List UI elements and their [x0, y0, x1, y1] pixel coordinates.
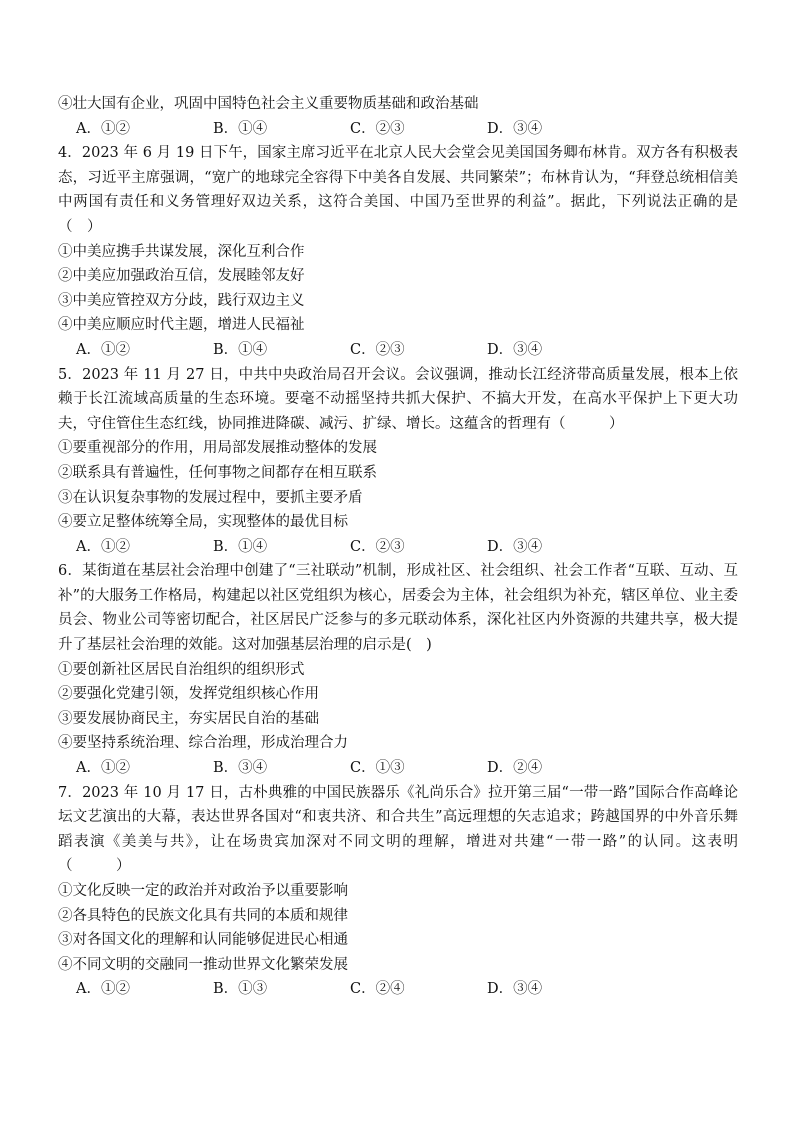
q4-item-2: ②中美应加强政治互信，发展睦邻友好 [58, 268, 305, 285]
q4-option-c[interactable]: C．②③ [350, 341, 405, 358]
q4-item-4: ④中美应顺应时代主题，增进人民福祉 [58, 317, 305, 334]
q4-item-3: ③中美应管控双方分歧，践行双边主义 [58, 292, 305, 309]
q4-option-b[interactable]: B．①④ [213, 341, 268, 358]
q6-option-b[interactable]: B．③④ [213, 760, 268, 777]
q3-options [58, 117, 738, 142]
q5-option-a[interactable]: A．①② [76, 538, 130, 555]
q5-item-3: ③在认识复杂事物的发展过程中，要抓主要矛盾 [58, 489, 363, 506]
q4-option-d[interactable]: D．③④ [487, 341, 543, 358]
q5-option-b[interactable]: B．①④ [213, 538, 268, 555]
q5-item-4: ④要立足整体统筹全局，实现整体的最优目标 [58, 514, 348, 531]
q7-option-b[interactable]: B．①③ [213, 981, 268, 998]
q7-option-d[interactable]: D．③④ [487, 981, 543, 998]
q3-item-4: ④壮大国有企业，巩固中国特色社会主义重要物质基础和政治基础 [58, 96, 479, 112]
q6-item-3: ③要发展协商民主，夯实居民自治的基础 [58, 710, 319, 727]
q7-options [58, 977, 738, 1002]
q6-item-1: ①要创新社区居民自治组织的组织形式 [58, 661, 305, 678]
q6-item-4: ④要坚持系统治理、综合治理，形成治理合力 [58, 735, 348, 752]
q6-stem: 6．某街道在基层社会治理中创建了“三社联动”机制，形成社区、社会组织、社会工作者“互联、互动、互补”的大服务工作格局，构建起以社区党组织为核心，居委会为主体，社会组织为补充，辖区单位、业主委员会、物业公司等密切配合，社区居民广泛参与的多元联动体系，深化社区内外资源的共建共享，极大提升了基层社会治理的效能。这对加强基层治理的启示是( ) [58, 563, 738, 654]
q6-item-2: ②要强化党建引领，发挥党组织核心作用 [58, 686, 319, 703]
q4-item-1: ①中美应携手共谋发展，深化互利合作 [58, 243, 305, 260]
q6-option-a[interactable]: A．①② [76, 760, 130, 777]
q3-option-b[interactable]: B．①④ [213, 120, 268, 137]
q4-option-a[interactable]: A．①② [76, 341, 130, 358]
exam-page [58, 92, 738, 1002]
q6-option-c[interactable]: C．①③ [350, 760, 405, 777]
q3-option-d[interactable]: D．③④ [487, 120, 543, 137]
q5-option-c[interactable]: C．②③ [350, 538, 405, 555]
q5-item-1: ①要重视部分的作用，用局部发展推动整体的发展 [58, 440, 377, 457]
q5-stem: 5．2023 年 11 月 27 日，中共中央政治局召开会议。会议强调，推动长江经济带高质量发展，根本上依赖于长江流域高质量的生态环境。要毫不动摇坚持共抓大保护、不搞大开发，在高水平保护上下更大功夫，守住管住生态红线，协同推进降碳、减污、扩绿、增长。这蕴含的哲理有（ ） [58, 366, 738, 432]
q3-option-c[interactable]: C．②③ [350, 120, 405, 137]
q3-option-a[interactable]: A．①② [76, 120, 130, 137]
q4-options [58, 338, 738, 363]
q5-options [58, 535, 738, 560]
q7-item-4: ④不同文明的交融同一推动世界文化繁荣发展 [58, 956, 348, 973]
q6-option-d[interactable]: D．②④ [487, 760, 543, 777]
q7-item-2: ②各具特色的民族文化具有共同的本质和规律 [58, 907, 348, 924]
q5-item-2: ②联系具有普遍性，任何事物之间都存在相互联系 [58, 464, 377, 481]
q4-stem: 4．2023 年 6 月 19 日下午，国家主席习近平在北京人民大会堂会见美国国务卿布林肯。双方各有积极表态，习近平主席强调，“宽广的地球完全容得下中美各自发展、共同繁荣”；布林肯认为，“拜登总统相信美中两国有责任和义务管理好双边关系，这符合美国、中国乃至世界的利益”。据此，下列说法正确的是（ ） [58, 145, 739, 235]
q7-option-c[interactable]: C．②④ [350, 981, 405, 998]
q7-option-a[interactable]: A．①② [76, 981, 130, 998]
q7-stem: 7．2023 年 10 月 17 日，古朴典雅的中国民族器乐《礼尚乐合》拉开第三届“一带一路”国际合作高峰论坛文艺演出的大幕，表达世界各国对“和衷共济、和合共生”高远理想的矢志追求；跨越国界的中外音乐舞蹈表演《美美与共》，让在场贵宾加深对不同文明的理解，增进对共建“一带一路”的认同。这表明（ ） [58, 784, 738, 875]
q6-options [58, 756, 738, 781]
q7-item-3: ③对各国文化的理解和认同能够促进民心相通 [58, 932, 348, 949]
q5-option-d[interactable]: D．③④ [487, 538, 543, 555]
q7-item-1: ①文化反映一定的政治并对政治予以重要影响 [58, 883, 348, 899]
